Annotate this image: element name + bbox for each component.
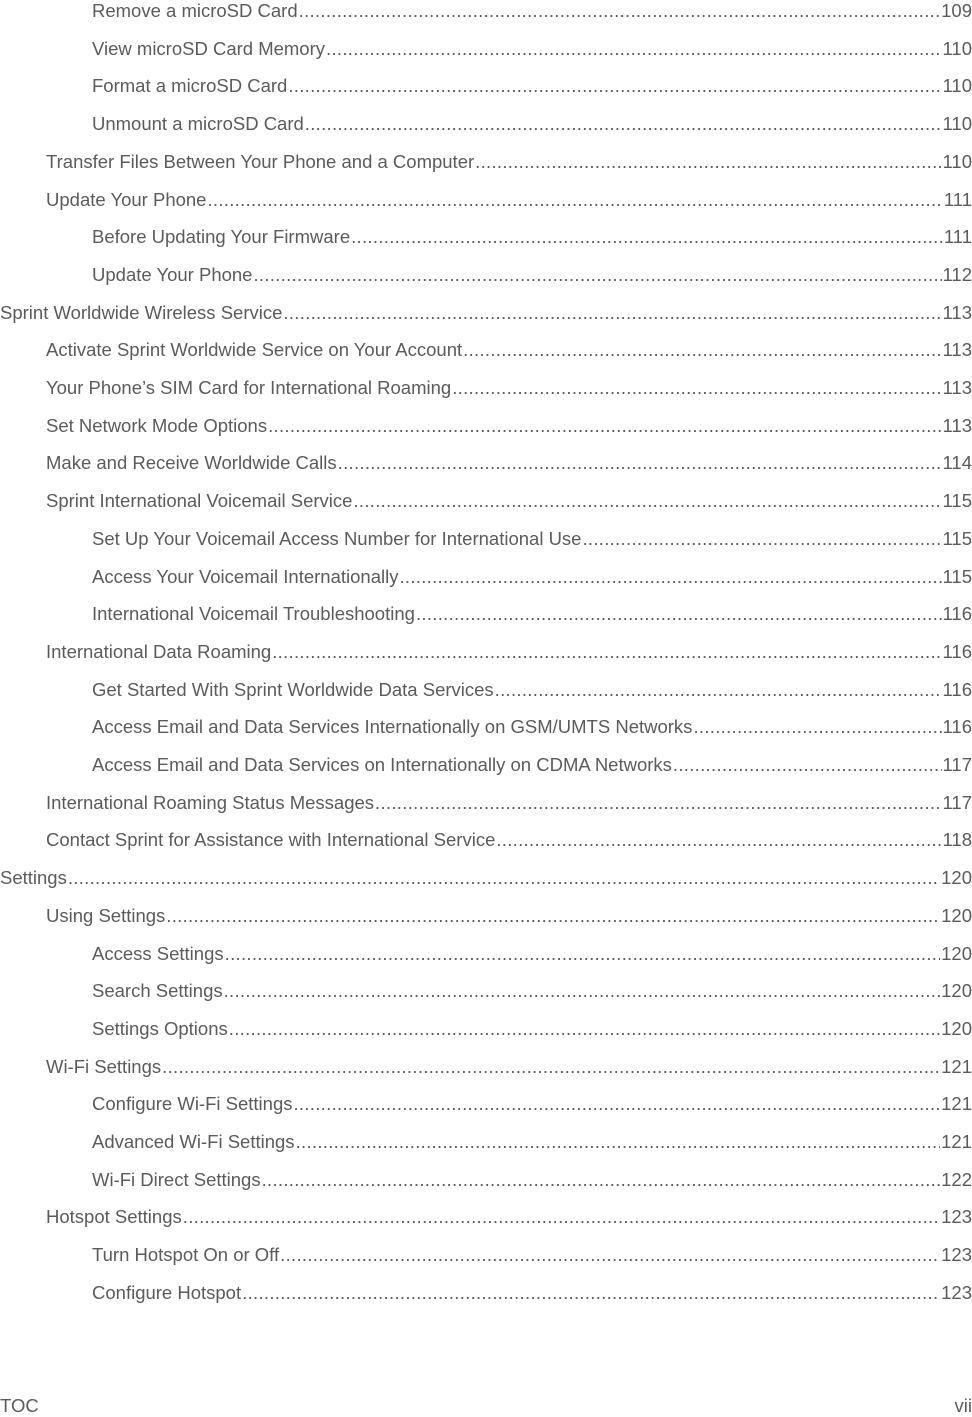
- toc-dot-leader: [582, 528, 941, 550]
- toc-dot-leader: [452, 377, 941, 399]
- toc-entry-title: Wi-Fi Settings: [46, 1056, 161, 1078]
- toc-entry-page: 116: [943, 641, 972, 663]
- toc-entry[interactable]: [46, 373, 972, 399]
- toc-entry[interactable]: [46, 147, 972, 173]
- toc-dot-leader: [262, 1169, 941, 1191]
- toc-entry[interactable]: [92, 109, 972, 135]
- toc-entry-title: Activate Sprint Worldwide Service on Your Account: [46, 339, 462, 361]
- toc-entry-title: Set Network Mode Options: [46, 415, 267, 437]
- toc-entry-title: Before Updating Your Firmware: [92, 226, 350, 248]
- toc-entry-page: 117: [943, 792, 972, 814]
- toc-entry[interactable]: [92, 976, 972, 1002]
- toc-entry-page: 120: [941, 1018, 972, 1040]
- toc-entry[interactable]: [92, 675, 972, 701]
- toc-dot-leader: [242, 1282, 940, 1304]
- toc-entry[interactable]: [46, 1202, 972, 1228]
- toc-entry-title: Hotspot Settings: [46, 1206, 182, 1228]
- toc-dot-leader: [225, 943, 941, 965]
- toc-entry-title: Sprint Worldwide Wireless Service: [0, 302, 282, 324]
- toc-entry-title: Search Settings: [92, 980, 223, 1002]
- toc-entry-page: 116: [943, 603, 972, 625]
- toc-entry-page: 110: [943, 151, 972, 173]
- toc-entry-title: Configure Hotspot: [92, 1282, 241, 1304]
- toc-dot-leader: [280, 1244, 940, 1266]
- toc-entry[interactable]: [92, 71, 972, 97]
- toc-entry[interactable]: [92, 1014, 972, 1040]
- toc-dot-leader: [353, 490, 941, 512]
- toc-dot-leader: [375, 792, 941, 814]
- toc-entry-title: Using Settings: [46, 905, 165, 927]
- toc-entry[interactable]: [92, 1240, 972, 1266]
- toc-dot-leader: [162, 1056, 940, 1078]
- toc-dot-leader: [338, 452, 942, 474]
- toc-entry[interactable]: [92, 562, 972, 588]
- toc-entry[interactable]: [46, 185, 972, 211]
- toc-entry-title: Sprint International Voicemail Service: [46, 490, 352, 512]
- toc-entry-page: 114: [943, 452, 972, 474]
- toc-entry-page: 113: [943, 415, 972, 437]
- toc-entry[interactable]: [92, 599, 972, 625]
- toc-dot-leader: [326, 38, 941, 60]
- toc-dot-leader: [475, 151, 941, 173]
- toc-entry-title: International Voicemail Troubleshooting: [92, 603, 415, 625]
- toc-dot-leader: [207, 189, 942, 211]
- toc-entry-page: 120: [941, 905, 972, 927]
- toc-entry[interactable]: [46, 901, 972, 927]
- toc-entry-title: Format a microSD Card: [92, 75, 287, 97]
- toc-dot-leader: [166, 905, 940, 927]
- toc-dot-leader: [283, 302, 941, 324]
- toc-dot-leader: [229, 1018, 940, 1040]
- toc-entry-title: Configure Wi-Fi Settings: [92, 1093, 292, 1115]
- toc-entry[interactable]: [0, 298, 972, 324]
- toc-entry-title: Update Your Phone: [92, 264, 252, 286]
- toc-entry-page: 122: [941, 1169, 972, 1191]
- toc-entry-page: 109: [941, 0, 972, 22]
- toc-entry-title: Turn Hotspot On or Off: [92, 1244, 279, 1266]
- toc-entry-title: Make and Receive Worldwide Calls: [46, 452, 337, 474]
- toc-entry[interactable]: [46, 1052, 972, 1078]
- toc-entry-title: Get Started With Sprint Worldwide Data Services: [92, 679, 494, 701]
- toc-dot-leader: [183, 1206, 940, 1228]
- toc-entry-title: Access Email and Data Services Internationally on GSM/UMTS Networks: [92, 716, 692, 738]
- footer-page-number: vii: [955, 1395, 972, 1417]
- toc-entry[interactable]: [92, 260, 972, 286]
- toc-entry-title: Settings Options: [92, 1018, 228, 1040]
- toc-dot-leader: [463, 339, 941, 361]
- toc-dot-leader: [399, 566, 941, 588]
- toc-entry-page: 116: [943, 679, 972, 701]
- toc-entry[interactable]: [92, 524, 972, 550]
- page-footer: [0, 1395, 972, 1417]
- toc-entry[interactable]: [92, 750, 972, 776]
- toc-entry[interactable]: [92, 1165, 972, 1191]
- toc-dot-leader: [288, 75, 941, 97]
- toc-dot-leader: [68, 867, 940, 889]
- toc-dot-leader: [253, 264, 941, 286]
- toc-entry-title: International Roaming Status Messages: [46, 792, 374, 814]
- toc-dot-leader: [299, 0, 941, 22]
- toc-dot-leader: [293, 1093, 940, 1115]
- toc-dot-leader: [351, 226, 943, 248]
- toc-entry-title: Set Up Your Voicemail Access Number for International Use: [92, 528, 581, 550]
- toc-dot-leader: [496, 829, 941, 851]
- toc-entry-title: Update Your Phone: [46, 189, 206, 211]
- toc-entry-page: 113: [943, 302, 972, 324]
- toc-entry-title: View microSD Card Memory: [92, 38, 325, 60]
- toc-entry[interactable]: [92, 34, 972, 60]
- toc-dot-leader: [693, 716, 941, 738]
- toc-entry[interactable]: [46, 825, 972, 851]
- toc-dot-leader: [673, 754, 942, 776]
- toc-entry-page: 117: [943, 754, 972, 776]
- toc-dot-leader: [272, 641, 941, 663]
- toc-entry-page: 110: [943, 75, 972, 97]
- toc-entry-page: 121: [941, 1056, 972, 1078]
- toc-entry-page: 116: [943, 716, 972, 738]
- toc-entry-title: Contact Sprint for Assistance with International Service: [46, 829, 495, 851]
- toc-entry-title: Access Your Voicemail Internationally: [92, 566, 398, 588]
- toc-entry-page: 118: [943, 829, 972, 851]
- toc-entry-page: 123: [941, 1244, 972, 1266]
- toc-entry-title: Remove a microSD Card: [92, 0, 298, 22]
- toc-dot-leader: [224, 980, 941, 1002]
- toc-entry[interactable]: [92, 712, 972, 738]
- toc-dot-leader: [416, 603, 942, 625]
- toc-entry-page: 113: [943, 377, 972, 399]
- toc-entry[interactable]: [92, 222, 972, 248]
- toc-entry-title: Wi-Fi Direct Settings: [92, 1169, 261, 1191]
- toc-entry-title: Unmount a microSD Card: [92, 113, 304, 135]
- toc-entry[interactable]: [46, 486, 972, 512]
- toc-entry[interactable]: [46, 637, 972, 663]
- toc-entry-page: 121: [941, 1131, 972, 1153]
- toc-entry[interactable]: [92, 1127, 972, 1153]
- toc-entry-page: 121: [941, 1093, 972, 1115]
- toc-entry-title: Transfer Files Between Your Phone and a Computer: [46, 151, 474, 173]
- toc-entry[interactable]: [0, 863, 972, 889]
- toc-entry[interactable]: [92, 1089, 972, 1115]
- toc-entry[interactable]: [92, 1278, 972, 1304]
- toc-dot-leader: [268, 415, 941, 437]
- toc-dot-leader: [296, 1131, 941, 1153]
- footer-section-label: TOC: [0, 1395, 39, 1417]
- toc-entry-page: 111: [944, 226, 972, 248]
- toc-entry-page: 111: [944, 189, 972, 211]
- toc-entry-page: 113: [943, 339, 972, 361]
- toc-dot-leader: [305, 113, 942, 135]
- toc-entry-page: 112: [943, 264, 972, 286]
- toc-entry-page: 115: [943, 528, 972, 550]
- toc-entry-page: 120: [941, 943, 972, 965]
- toc-entry-page: 115: [943, 490, 972, 512]
- toc-entry-page: 120: [941, 980, 972, 1002]
- toc-entry-page: 123: [941, 1206, 972, 1228]
- toc-entry-page: 110: [943, 38, 972, 60]
- toc-entry[interactable]: [46, 448, 972, 474]
- toc-entry-page: 110: [943, 113, 972, 135]
- toc-entry-title: Your Phone’s SIM Card for International Roaming: [46, 377, 451, 399]
- toc-entry-page: 115: [943, 566, 972, 588]
- toc-entry[interactable]: [46, 788, 972, 814]
- toc-entry-title: International Data Roaming: [46, 641, 271, 663]
- toc-entry-page: 123: [941, 1282, 972, 1304]
- toc-entry-title: Access Email and Data Services on Internationally on CDMA Networks: [92, 754, 672, 776]
- toc-entry-title: Settings: [0, 867, 67, 889]
- toc-entry-title: Access Settings: [92, 943, 224, 965]
- toc-entry-title: Advanced Wi-Fi Settings: [92, 1131, 295, 1153]
- toc-dot-leader: [495, 679, 942, 701]
- toc-entry[interactable]: [92, 939, 972, 965]
- toc-entry-page: 120: [941, 867, 972, 889]
- toc-entry[interactable]: [46, 335, 972, 361]
- toc-entry[interactable]: [46, 411, 972, 437]
- toc-entry[interactable]: [92, 0, 972, 22]
